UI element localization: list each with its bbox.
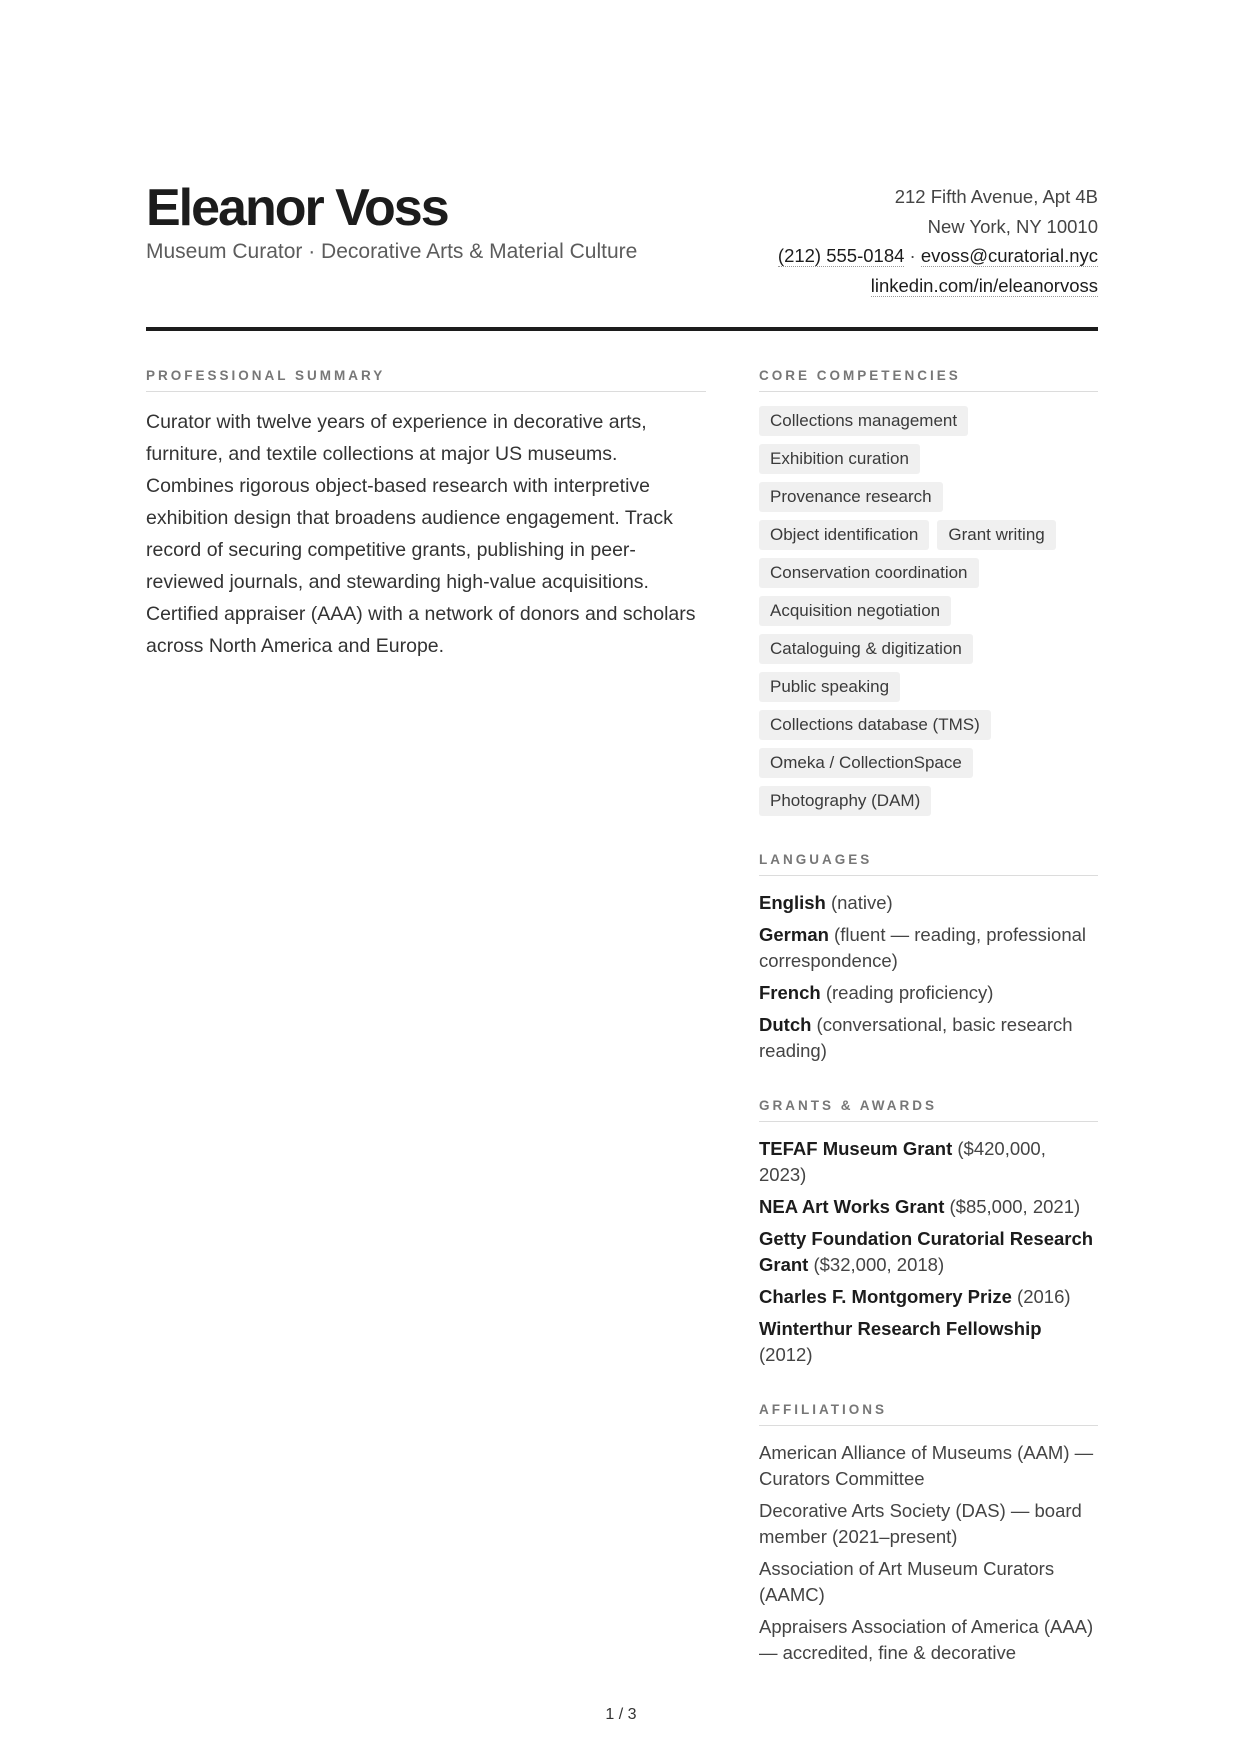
contact-separator: · xyxy=(904,245,921,266)
candidate-tagline: Museum Curator · Decorative Arts & Material Culture xyxy=(146,240,638,263)
language-item xyxy=(759,890,1098,916)
language-name: German xyxy=(759,924,829,945)
award-detail: ($32,000, 2018) xyxy=(808,1254,945,1275)
competency-tag: Collections management xyxy=(759,406,968,436)
language-item xyxy=(759,980,1098,1006)
linkedin-link[interactable]: linkedin.com/in/eleanorvoss xyxy=(870,274,1098,296)
competency-tag: Omeka / CollectionSpace xyxy=(759,748,973,778)
competencies-heading: CORE COMPETENCIES xyxy=(759,368,1098,392)
competency-tag: Public speaking xyxy=(759,672,900,702)
competency-tag: Object identification xyxy=(759,520,929,550)
competency-tag: Photography (DAM) xyxy=(759,786,931,816)
award-detail: (2016) xyxy=(1011,1286,1071,1307)
affiliation-item: Appraisers Association of America (AAA) — accredited, fine & decorative xyxy=(759,1616,1094,1663)
summary-text: Curator with twelve years of experience in decorative arts, furniture, and textile collections at major US museums. Combines rigorous object-based research with interpretive exhibition design that broadens audience engagement. Track record of securing competitive grants, publishing in peer-reviewed journals, and stewarding high-value acquisitions. Certified appraiser (AAA) with a network of donors and scholars across North America and Europe. xyxy=(146,411,696,657)
language-detail: (conversational, basic research reading) xyxy=(759,1014,1073,1061)
contact-block xyxy=(778,182,1098,300)
page-number: 1 / 3 xyxy=(605,1706,637,1723)
award-item xyxy=(759,1194,1098,1220)
phone-link[interactable]: (212) 555-0184 xyxy=(777,245,905,266)
award-name: TEFAF Museum Grant xyxy=(759,1138,953,1159)
languages-heading: LANGUAGES xyxy=(759,852,1098,876)
award-name: Charles F. Montgomery Prize xyxy=(759,1286,1012,1307)
language-name: English xyxy=(759,892,826,913)
affiliation-item: American Alliance of Museums (AAM) — Curators Committee xyxy=(759,1442,1094,1489)
award-item xyxy=(759,1284,1098,1310)
summary-heading: PROFESSIONAL SUMMARY xyxy=(146,368,706,392)
award-detail: ($420,000, 2023) xyxy=(759,1138,1046,1185)
affiliation-item: Decorative Arts Society (DAS) — board member (2021–present) xyxy=(759,1500,1082,1547)
language-item xyxy=(759,922,1098,974)
header-divider xyxy=(146,327,1098,331)
award-item xyxy=(759,1136,1098,1188)
candidate-name: Eleanor Voss xyxy=(146,179,448,237)
sidebar-column xyxy=(759,368,1098,1700)
linkedin-line xyxy=(778,271,1098,301)
awards-heading: GRANTS & AWARDS xyxy=(759,1098,1098,1122)
main-column xyxy=(146,368,706,662)
awards-list xyxy=(759,1136,1098,1368)
languages-list xyxy=(759,890,1098,1064)
competency-tag: Grant writing xyxy=(937,520,1055,550)
competency-tag: Exhibition curation xyxy=(759,444,920,474)
address-line-1: 212 Fifth Avenue, Apt 4B xyxy=(894,186,1098,207)
competency-tag: Conservation coordination xyxy=(759,558,979,588)
award-detail: ($85,000, 2021) xyxy=(944,1196,1081,1217)
language-detail: (native) xyxy=(825,892,893,913)
award-item xyxy=(759,1226,1098,1278)
competency-tags xyxy=(759,406,1098,816)
award-name: NEA Art Works Grant xyxy=(759,1196,945,1217)
competency-tag: Collections database (TMS) xyxy=(759,710,991,740)
competency-tag: Cataloguing & digitization xyxy=(759,634,973,664)
award-name: Winterthur Research Fellowship xyxy=(759,1318,1042,1339)
competency-tag: Acquisition negotiation xyxy=(759,596,951,626)
language-item xyxy=(759,1012,1098,1064)
competency-tag: Provenance research xyxy=(759,482,943,512)
address-line-2: New York, NY 10010 xyxy=(927,215,1098,237)
award-item xyxy=(759,1316,1098,1368)
award-detail: (2012) xyxy=(759,1344,813,1365)
language-name: Dutch xyxy=(759,1014,812,1035)
phone-email-line xyxy=(778,241,1098,271)
affiliations-list xyxy=(759,1440,1098,1666)
email-link[interactable]: evoss@curatorial.nyc xyxy=(920,245,1098,266)
award-name: Getty Foundation Curatorial Research Grant xyxy=(759,1228,1094,1275)
language-detail: (fluent — reading, professional correspondence) xyxy=(759,924,1087,971)
language-detail: (reading proficiency) xyxy=(820,982,994,1003)
affiliations-heading: AFFILIATIONS xyxy=(759,1402,1098,1426)
affiliation-item: Association of Art Museum Curators (AAMC) xyxy=(759,1558,1055,1605)
resume-page xyxy=(146,0,1098,1756)
resume-header xyxy=(146,172,1098,332)
language-name: French xyxy=(759,982,821,1003)
